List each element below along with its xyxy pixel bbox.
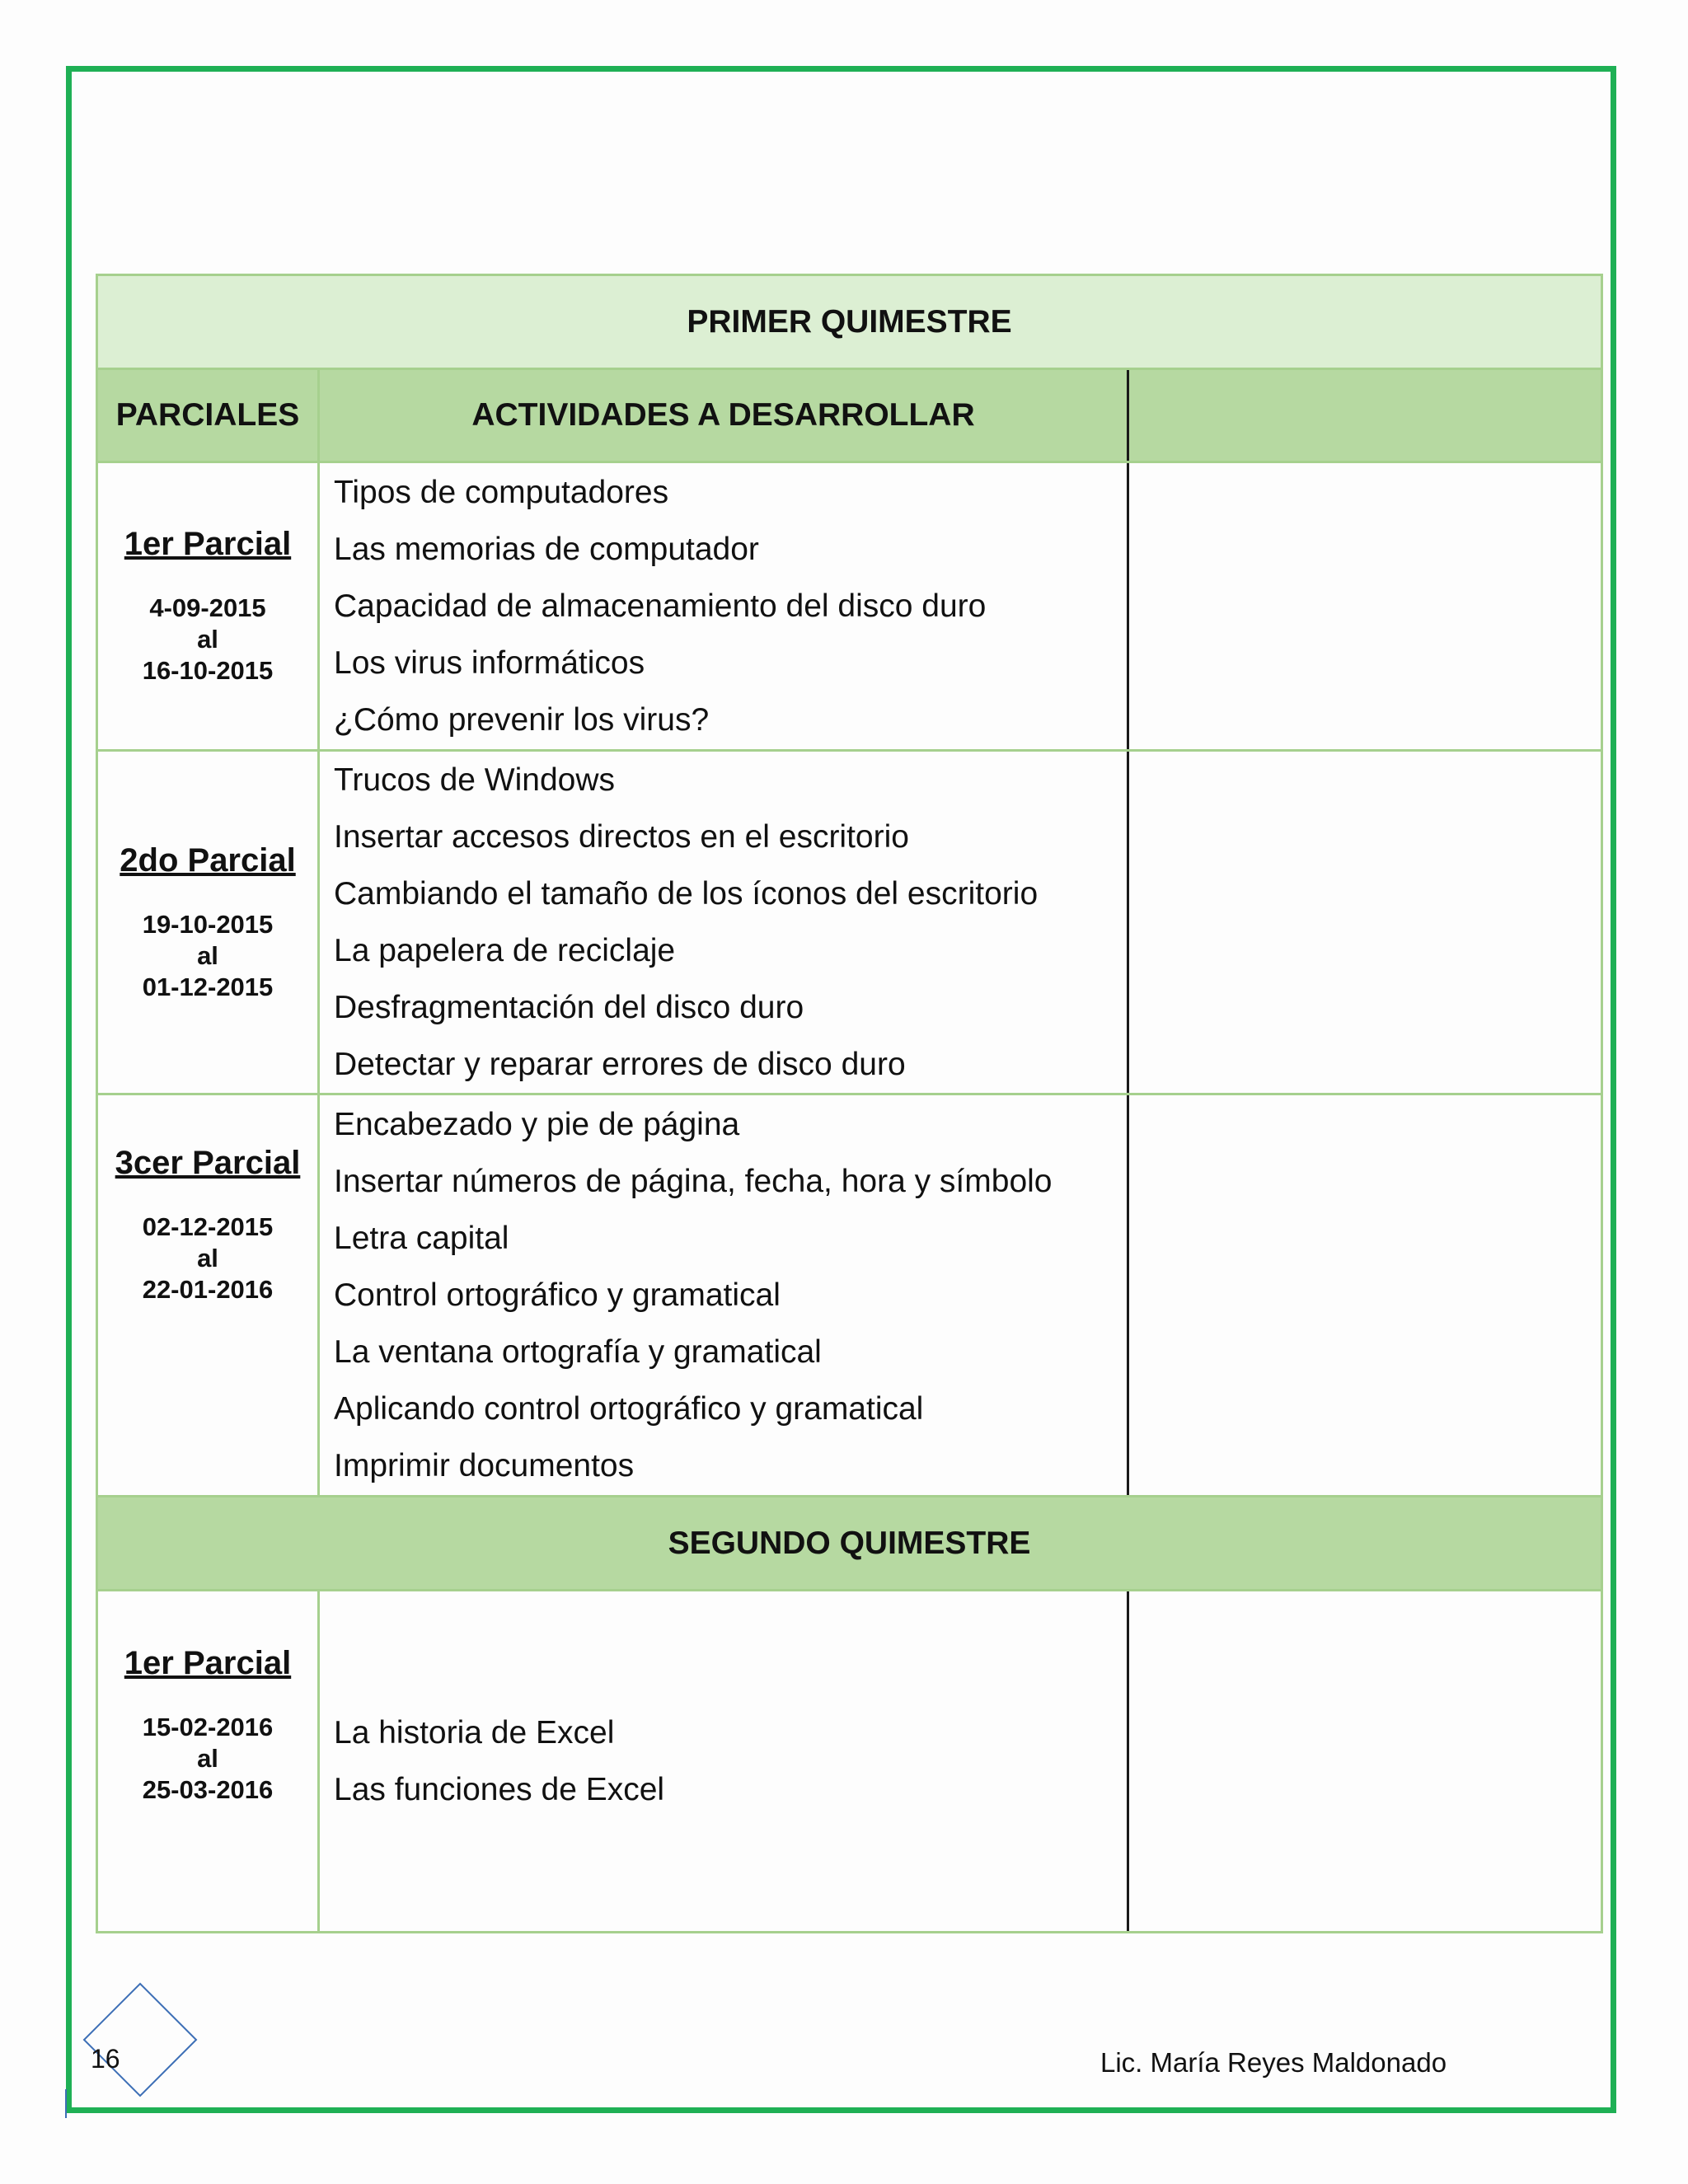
activity-item: La historia de Excel [334,1715,615,1750]
activity-item: Aplicando control ortográfico y gramatical [334,1391,924,1427]
activity-item: Control ortográfico y gramatical [334,1277,781,1313]
date-to: 22-01-2016 [142,1275,274,1304]
activity-item: La papelera de reciclaje [334,933,676,968]
parcial-name: 1er Parcial [124,526,292,562]
activity-item: ¿Cómo prevenir los virus? [334,702,710,738]
empty-cell [1128,1591,1602,1933]
parcial-name: 1er Parcial [124,1645,292,1681]
table-row [97,751,1602,1094]
parcial-dates [98,1712,317,1806]
segundo-quimestre-title: SEGUNDO QUIMESTRE [97,1497,1602,1591]
primer-quimestre-row [97,275,1602,369]
parcial-name: 2do Parcial [120,841,296,879]
activities-cell [319,1094,1128,1497]
corner-diamond-decoration [58,1974,202,2122]
table-row [97,1094,1602,1497]
parcial-dates [98,1212,317,1305]
empty-cell [1128,1094,1602,1497]
activity-item: Las memorias de computador [334,532,759,567]
activity-item: Encabezado y pie de página [334,1107,740,1142]
date-to: 16-10-2015 [142,656,274,685]
date-from: 02-12-2015 [142,1212,274,1241]
parcial-cell [97,1591,319,1933]
col-extra-header [1128,369,1602,462]
empty-cell [1128,751,1602,1094]
activity-item: Imprimir documentos [334,1448,635,1483]
date-to: 25-03-2016 [142,1775,274,1804]
parcial-name: 3cer Parcial [115,1145,301,1181]
date-sep: al [197,1244,218,1272]
activity-item: Cambiando el tamaño de los íconos del escritorio [334,876,1039,912]
table-row [97,462,1602,751]
date-to: 01-12-2015 [142,972,274,1001]
parcial-cell [97,1094,319,1497]
segundo-quimestre-row [97,1497,1602,1591]
date-from: 4-09-2015 [149,593,266,622]
activity-item: Insertar números de página, fecha, hora y símbolo [334,1164,1053,1199]
activities-cell [319,462,1128,751]
primer-quimestre-title: PRIMER QUIMESTRE [97,275,1602,369]
date-sep: al [197,940,218,970]
activity-item: Tipos de computadores [334,475,669,510]
activity-item: Insertar accesos directos en el escritorio [334,819,909,855]
date-sep: al [197,625,218,654]
parcial-dates [98,593,317,687]
activity-item: Desfragmentación del disco duro [334,990,804,1025]
date-from: 15-02-2016 [142,1713,274,1741]
activity-item: Las funciones de Excel [334,1772,665,1807]
date-sep: al [197,1744,218,1773]
parcial-cell [97,462,319,751]
table-row [97,1591,1602,1933]
activity-item: Trucos de Windows [334,762,616,798]
column-header-row [97,369,1602,462]
date-from: 19-10-2015 [142,909,274,939]
plan-table [96,274,1603,1933]
activity-item: La ventana ortografía y gramatical [334,1334,822,1370]
page-number: 16 [91,2044,120,2074]
activity-item: Detectar y reparar errores de disco duro [334,1047,906,1082]
footer-author: Lic. María Reyes Maldonado [1100,2047,1447,2078]
col-actividades-header: ACTIVIDADES A DESARROLLAR [319,369,1128,462]
activity-item: Letra capital [334,1221,509,1256]
parcial-cell [97,751,319,1094]
empty-cell [1128,462,1602,751]
parcial-dates [98,909,317,1003]
activity-item: Capacidad de almacenamiento del disco duro [334,588,987,624]
col-parciales-header: PARCIALES [97,369,319,462]
activity-item: Los virus informáticos [334,645,645,681]
activities-cell [319,1591,1128,1933]
activities-cell [319,751,1128,1094]
